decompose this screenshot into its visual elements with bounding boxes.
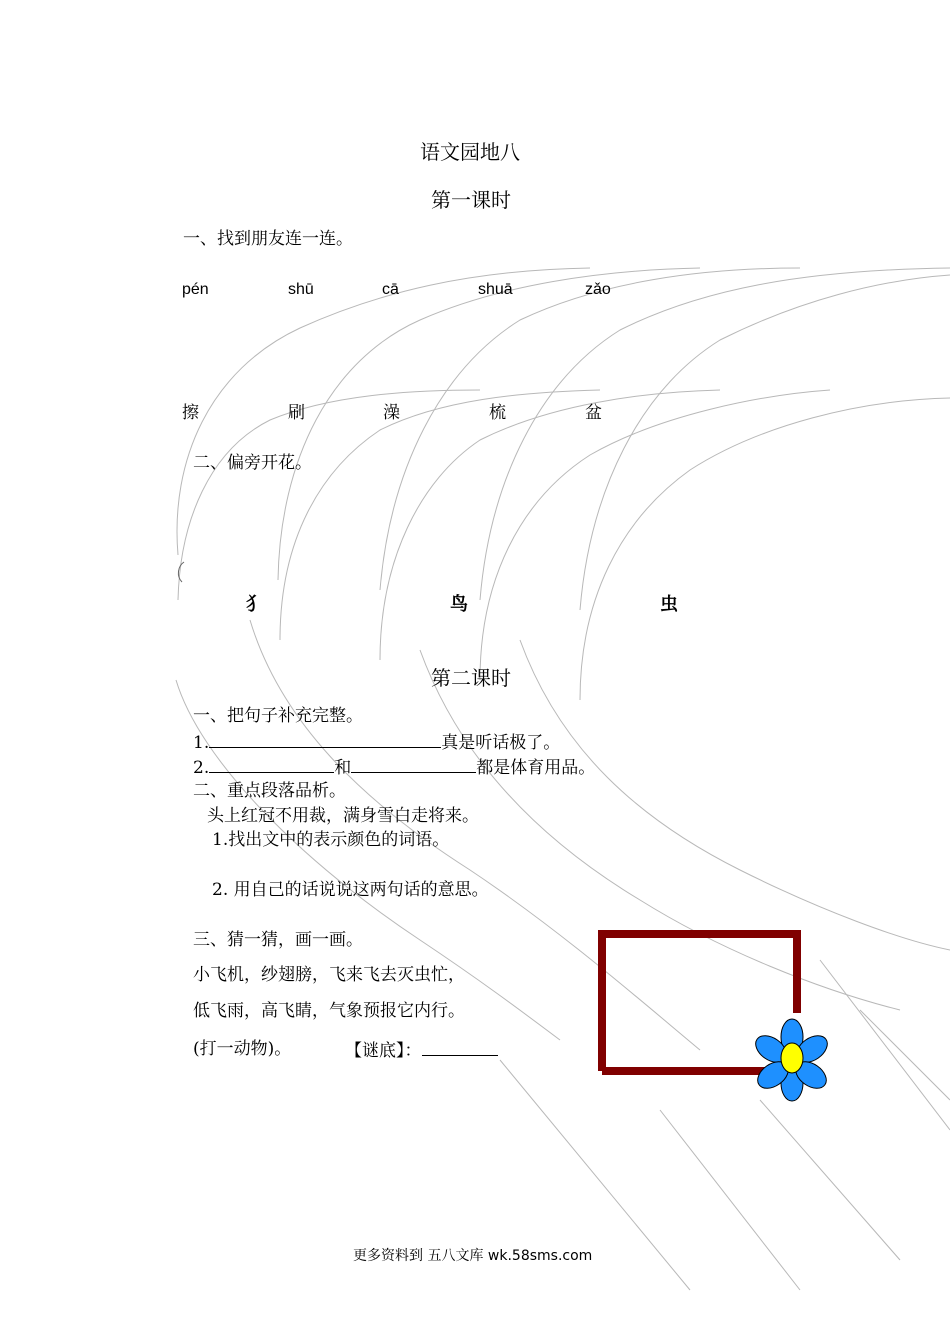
riddle-line-one: 小飞机，纱翅膀，飞来飞去灭虫忙，	[193, 965, 465, 985]
character-item: 刷	[288, 403, 305, 423]
pinyin-item: zǎo	[585, 281, 611, 298]
pinyin-item: shū	[288, 281, 314, 298]
pinyin-item: shuā	[478, 281, 513, 298]
radical-item: 鸟	[450, 594, 468, 615]
lesson-two-heading: 第二课时	[431, 666, 511, 690]
line-number: 1.	[193, 733, 210, 753]
radical-item: 虫	[660, 594, 678, 615]
answer-blank[interactable]	[422, 1039, 498, 1056]
lesson-one-question-one: 一、找到朋友连一连。	[183, 229, 353, 249]
riddle-hint: (打一动物)。	[193, 1039, 292, 1059]
fill-sentence-one	[193, 731, 560, 753]
pinyin-item: pén	[182, 281, 209, 298]
character-item: 梳	[489, 403, 506, 423]
answer-blank[interactable]	[209, 731, 441, 748]
sentence-text: 真是听话极了。	[441, 733, 561, 753]
footer-source: 更多资料到 五八文库 wk.58sms.com	[353, 1248, 593, 1264]
line-number: 2.	[193, 758, 210, 778]
pinyin-item: cā	[382, 281, 399, 298]
character-item: 澡	[383, 403, 400, 423]
sub-question-one: 1.找出文中的表示颜色的词语。	[212, 830, 450, 850]
lesson-two-question-one: 一、把句子补充完整。	[193, 706, 363, 726]
answer-blank[interactable]	[209, 756, 334, 773]
sentence-text: 都是体育用品。	[476, 758, 596, 778]
lesson-one-heading: 第一课时	[431, 188, 511, 212]
riddle-answer	[345, 1039, 498, 1061]
character-item: 盆	[585, 403, 602, 423]
lesson-one-question-two: 二、偏旁开花。	[193, 453, 312, 473]
poem-line: 头上红冠不用裁，满身雪白走将来。	[207, 806, 479, 826]
answer-blank[interactable]	[351, 756, 476, 773]
riddle-line-two: 低飞雨，高飞睛，气象预报它内行。	[193, 1001, 465, 1021]
character-item: 擦	[182, 403, 199, 423]
sub-question-two: 2. 用自己的话说说这两句话的意思。	[212, 880, 489, 900]
lesson-two-question-three: 三、猜一猜，画一画。	[193, 930, 363, 950]
flower-icon	[751, 1019, 830, 1101]
radical-item: 犭	[246, 594, 264, 615]
lesson-two-question-two: 二、重点段落品析。	[193, 781, 346, 801]
fill-sentence-two	[193, 756, 595, 778]
answer-label: 【谜底】：	[345, 1041, 422, 1061]
page-title: 语文园地八	[420, 140, 520, 164]
sentence-text: 和	[334, 758, 352, 778]
drawing-frame[interactable]	[590, 925, 830, 1110]
